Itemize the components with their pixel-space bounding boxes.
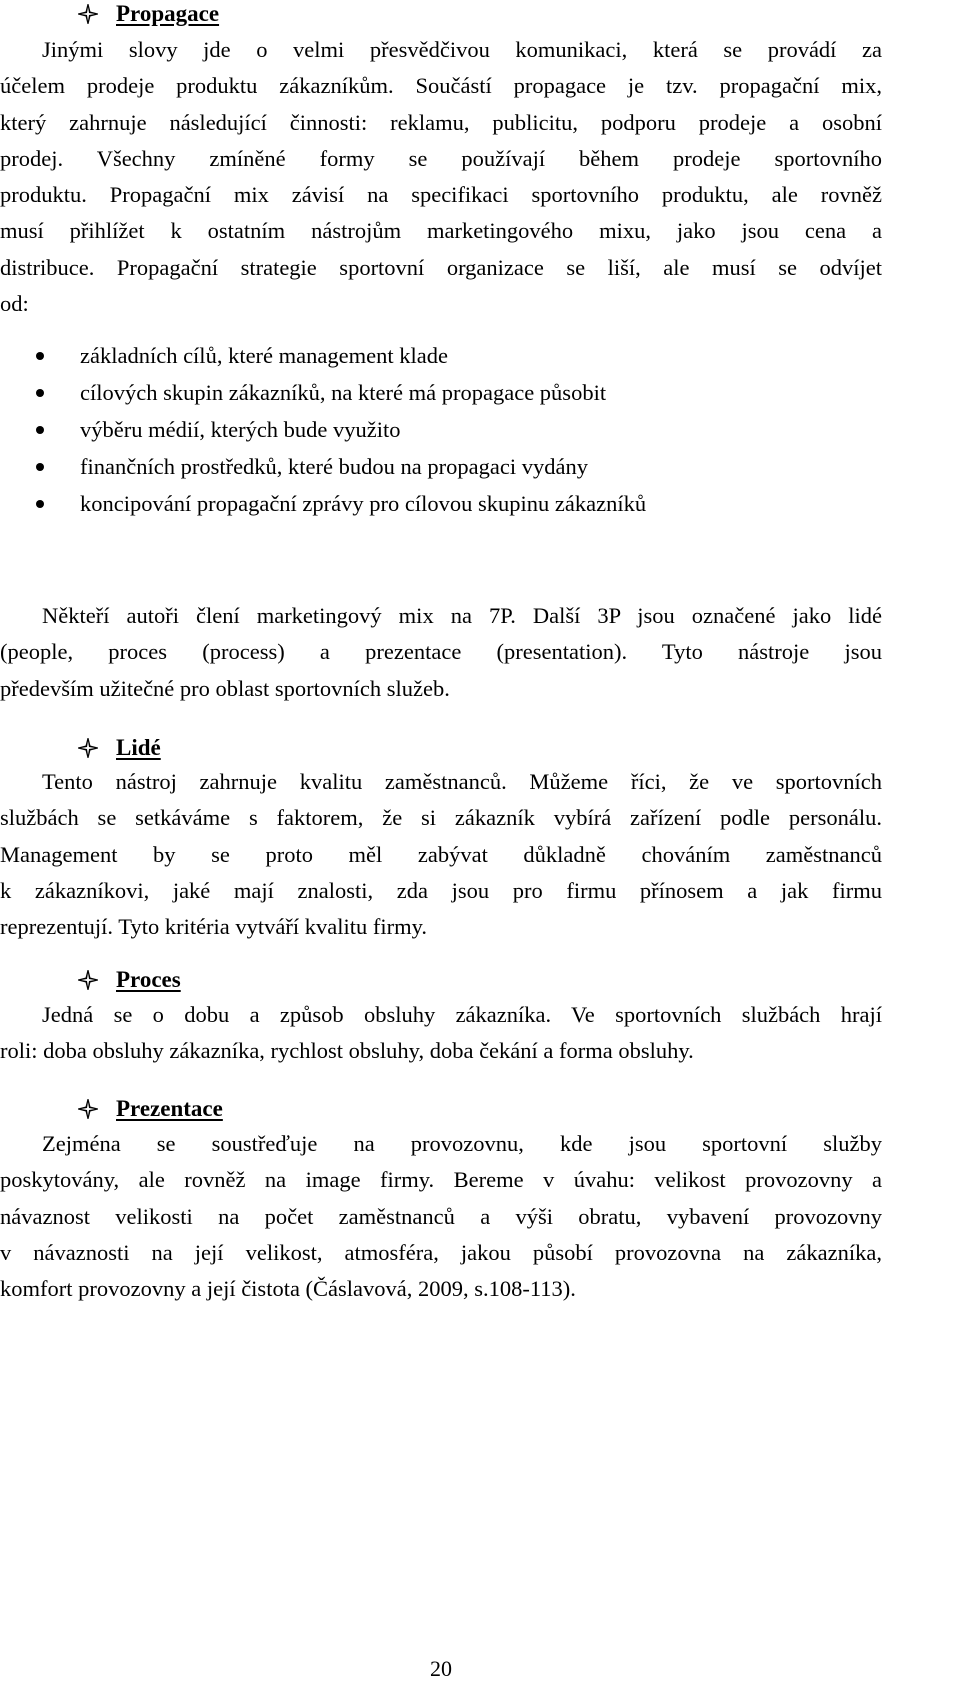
- bullet-dot-icon: [36, 389, 44, 397]
- heading-proces: [78, 963, 181, 997]
- list-item-text: koncipování propagační zprávy pro cílovou skupinu zákazníků: [80, 491, 647, 516]
- text-line: návaznost velikosti na počet zaměstnanců a výši obratu, vybavení provozovny: [0, 1203, 882, 1229]
- page-number: 20: [430, 1656, 452, 1681]
- text-line: který zahrnuje následující činnosti: reklamu, publicitu, podporu prodeje a osobní: [0, 109, 882, 135]
- list-item: [0, 485, 646, 522]
- list-item-text: výběru médií, kterých bude využito: [80, 417, 401, 442]
- list-item-text: cílových skupin zákazníků, na které má propagace působit: [80, 380, 607, 405]
- text-line: Jedná se o dobu a způsob obsluhy zákazníka. Ve sportovních službách hrají: [42, 1002, 882, 1027]
- bullet-dot-icon: [36, 352, 44, 360]
- heading-lide: [78, 731, 161, 765]
- bullet-dot-icon: [36, 426, 44, 434]
- text-line: k zákazníkovi, jaké mají znalosti, zda jsou pro firmu přínosem a jak firmu: [0, 877, 882, 903]
- text-line: od:: [0, 291, 29, 317]
- heading-title: Lidé: [116, 735, 161, 760]
- paragraph-prezentace: [0, 1126, 882, 1307]
- paragraph-proces: [0, 997, 882, 1070]
- list-item-text: finančních prostředků, které budou na propagaci vydány: [80, 454, 588, 479]
- text-line: distribuce. Propagační strategie sportovní organizace se liší, ale musí se odvíjet: [0, 254, 882, 280]
- text-line: Jinými slovy jde o velmi přesvědčivou komunikaci, která se provádí za: [42, 37, 882, 62]
- paragraph-propagace: [0, 32, 882, 322]
- four-petal-diamond-icon: [78, 970, 98, 990]
- paragraph-7p: [0, 598, 882, 707]
- heading-title: Propagace: [116, 1, 220, 26]
- text-line: komfort provozovny a její čistota (Čáslavová, 2009, s.108-113).: [0, 1276, 576, 1302]
- bullet-list: [0, 337, 646, 522]
- text-line: Tento nástroj zahrnuje kvalitu zaměstnanců. Můžeme říci, že ve sportovních: [42, 769, 882, 794]
- text-line: službách se setkáváme s faktorem, že si zákazník vybírá zařízení podle personálu.: [0, 805, 882, 831]
- bullet-dot-icon: [36, 500, 44, 508]
- text-line: prodej. Všechny zmíněné formy se používají během prodeje sportovního: [0, 145, 882, 171]
- heading-propagace: [78, 0, 219, 31]
- list-item: [0, 448, 646, 485]
- list-item: [0, 411, 646, 448]
- text-line: poskytovány, ale rovněž na image firmy. Bereme v úvahu: velikost provozovny a: [0, 1167, 882, 1193]
- list-item: [0, 374, 646, 411]
- text-line: reprezentují. Tyto kritéria vytváří kvalitu firmy.: [0, 914, 428, 940]
- text-line: Zejména se soustřeďuje na provozovnu, kde jsou sportovní služby: [42, 1131, 882, 1156]
- paragraph-lide: [0, 764, 882, 945]
- text-line: účelem prodeje produktu zákazníkům. Součástí propagace je tzv. propagační mix,: [0, 73, 882, 99]
- bullet-dot-icon: [36, 463, 44, 471]
- text-line: (people, proces (process) a prezentace (presentation). Tyto nástroje jsou: [0, 639, 882, 665]
- heading-title: Proces: [116, 967, 181, 992]
- list-item: [0, 337, 646, 374]
- heading-prezentace: [78, 1092, 223, 1126]
- four-petal-diamond-icon: [78, 4, 98, 24]
- four-petal-diamond-icon: [78, 1099, 98, 1119]
- text-line: v návaznosti na její velikost, atmosféra, jakou působí provozovna na zákazníka,: [0, 1239, 882, 1265]
- list-item-text: základních cílů, které management klade: [80, 343, 448, 368]
- text-line: Někteří autoři člení marketingový mix na 7P. Další 3P jsou označené jako lidé: [42, 603, 882, 628]
- text-line: roli: doba obsluhy zákazníka, rychlost obsluhy, doba čekání a forma obsluhy.: [0, 1038, 694, 1064]
- text-line: musí přihlížet k ostatním nástrojům marketingového mixu, jako jsou cena a: [0, 218, 882, 244]
- text-line: produktu. Propagační mix závisí na specifikaci sportovního produktu, ale rovněž: [0, 182, 882, 208]
- text-line: především užitečné pro oblast sportovních služeb.: [0, 675, 450, 701]
- text-line: Management by se proto měl zabývat důkladně chováním zaměstnanců: [0, 841, 882, 867]
- four-petal-diamond-icon: [78, 738, 98, 758]
- heading-title: Prezentace: [116, 1096, 223, 1121]
